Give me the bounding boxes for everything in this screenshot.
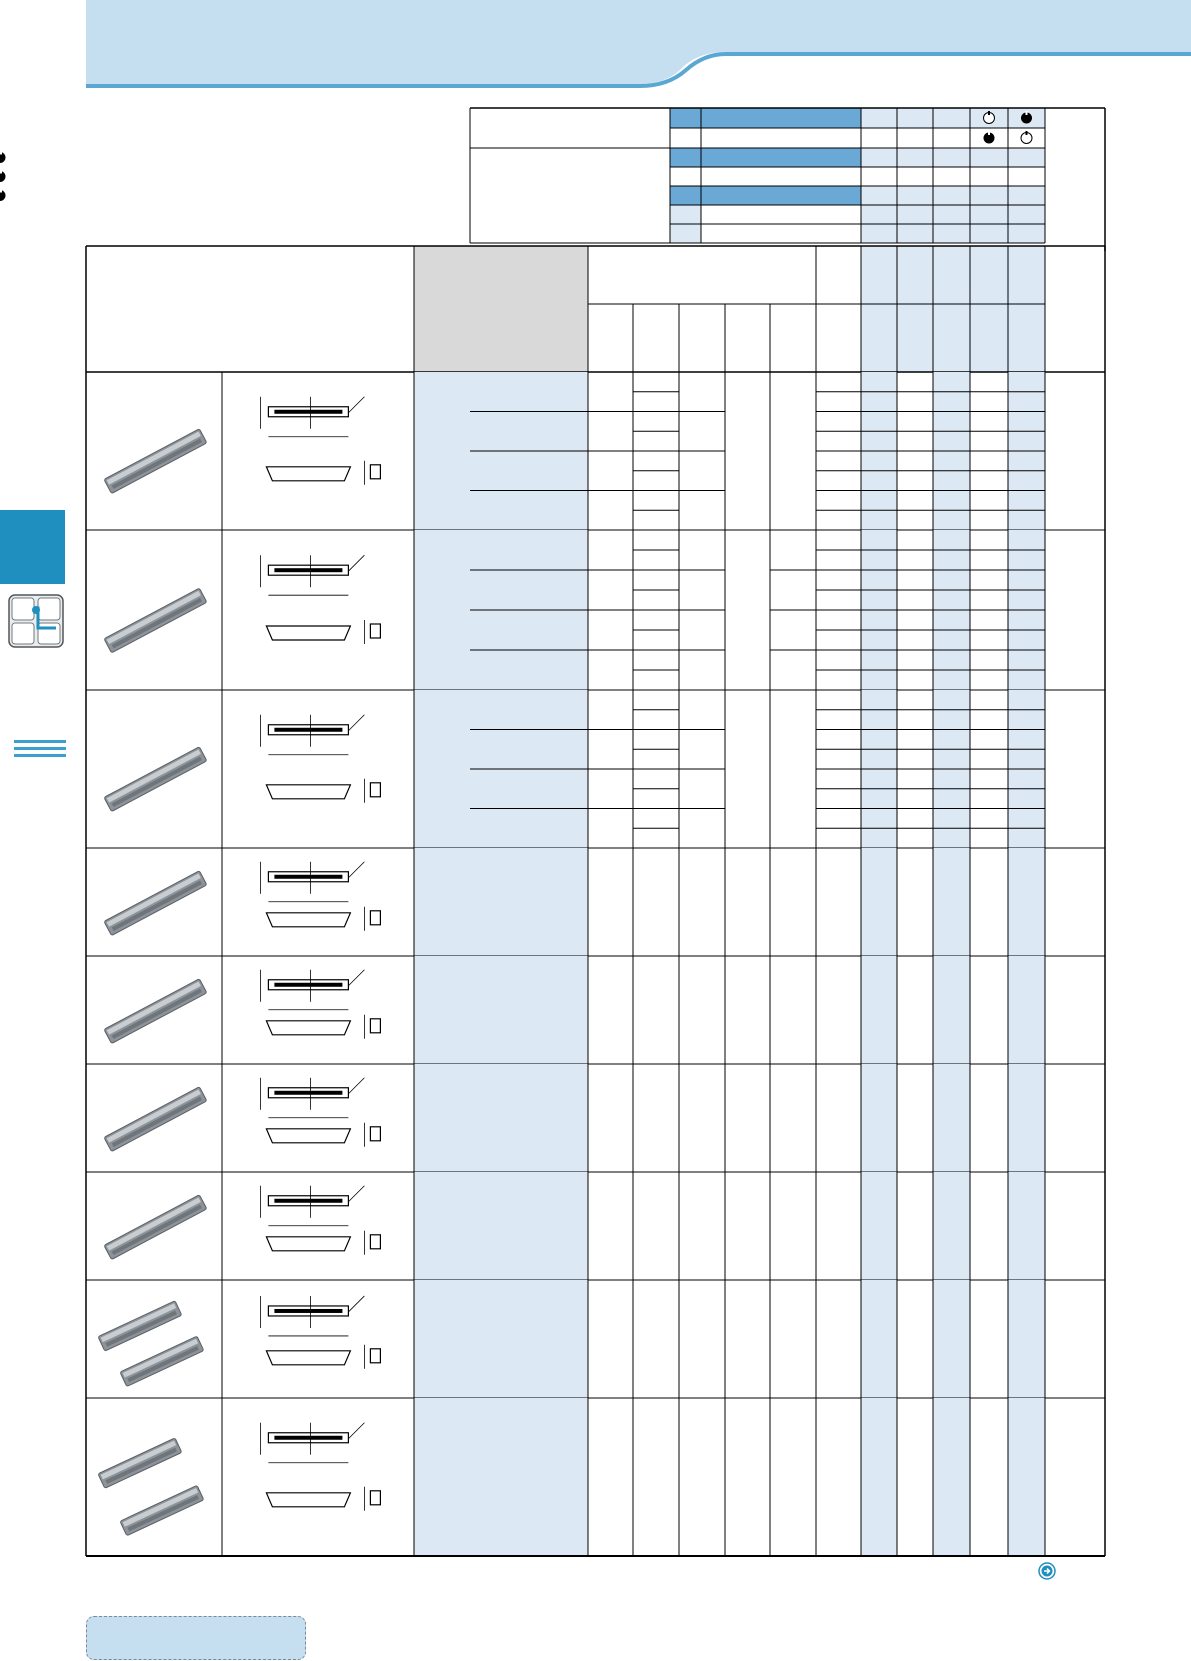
drawing-end-view [370,783,380,797]
drawing-side-view [266,1021,350,1035]
leader-line [348,1296,364,1312]
insert-highlight [107,1089,201,1142]
ring-half-icon [988,111,990,115]
insert-drawing-icon [260,970,380,1039]
grade-cell [861,956,897,1064]
grade-cell [861,1064,897,1172]
legend-swatch [670,148,701,167]
insert-body [98,1301,182,1351]
drawing-top-view [274,568,342,572]
insert-icon [104,871,207,936]
grade-cell [861,1280,897,1398]
drawing-end-view [370,1235,380,1249]
insert-icon [104,429,207,494]
legend-bar [701,108,861,128]
legend-grade-cell [933,108,970,128]
drawing-top-view [274,1436,342,1440]
insert-shadow [112,439,202,489]
insert-highlight [107,981,201,1034]
spec-cell [414,1398,588,1556]
leader-line [348,862,364,878]
insert-body [104,429,207,494]
legend-swatch [670,108,701,128]
insert-icon [104,747,207,812]
insert-highlight [107,749,201,802]
insert-highlight [107,431,201,484]
leader-line [348,555,364,571]
insert-body [104,747,207,812]
grade-cell [933,1398,970,1556]
filled-half-icon [0,189,2,193]
header-cell [414,246,588,372]
insert-drawing-icon [260,715,380,803]
drawing-end-view [370,1019,380,1033]
grade-cell [1008,848,1045,956]
drawing-top-view [274,1199,342,1203]
leader-line [348,397,364,413]
leader-line [348,715,364,731]
drawing-side-view [266,626,350,640]
insert-drawing-icon [260,555,380,644]
header-grade-cell [933,246,970,372]
insert-shadow [112,757,202,807]
legend-grade-cell [1008,186,1045,205]
grade-cell [1008,1172,1045,1280]
insert-shadow [112,881,202,931]
filled-half-icon [1026,111,1028,115]
legend-grade-cell [861,205,897,224]
grade-cell [1008,1398,1045,1556]
filled-half-icon [988,131,990,135]
insert-drawing-icon [260,397,380,485]
grade-cell [861,1172,897,1280]
legend-grade-cell [933,186,970,205]
legend-grade-cell [861,186,897,205]
insert-shadow [112,989,202,1039]
grade-cell [861,848,897,956]
drawing-end-view [370,1349,380,1363]
legend-bar [701,186,861,205]
insert-body [120,1336,204,1386]
insert-body [98,1438,182,1488]
footer-note-box [86,1616,306,1660]
header-grade-cell [1008,246,1045,372]
legend-grade-cell [1008,148,1045,167]
drawing-end-view [370,1491,380,1505]
legend-grade-cell [970,224,1008,243]
insert-drawing-icon [260,1423,380,1511]
grade-cell [933,1172,970,1280]
legend-grade-cell [897,224,933,243]
grade-cell [861,1398,897,1556]
insert-icon [104,1195,207,1260]
insert-shadow [112,598,202,648]
legend-grade-cell [861,108,897,128]
legend-grade-cell [933,224,970,243]
legend-grade-cell [970,205,1008,224]
grade-cell [933,1064,970,1172]
drawing-side-view [266,913,350,927]
leader-line [348,970,364,986]
legend-grade-cell [933,148,970,167]
insert-body [104,979,207,1044]
insert-icon [98,1301,204,1387]
drawing-side-view [266,1237,350,1251]
leader-line [348,1078,364,1094]
leader-line [348,1186,364,1202]
spec-cell [414,1280,588,1398]
insert-highlight [107,873,201,926]
legend-grade-cell [897,148,933,167]
grade-cell [933,1280,970,1398]
insert-icon [98,1438,204,1536]
insert-drawing-icon [260,1296,380,1369]
grade-cell [933,848,970,956]
legend-grade-cell [1008,205,1045,224]
legend-grade-cell [970,186,1008,205]
legend-grade-cell [861,224,897,243]
grade-cell [1008,1280,1045,1398]
insert-shadow [112,1205,202,1255]
legend-grade-cell [970,148,1008,167]
legend-bar [701,148,861,167]
spec-cell [414,1172,588,1280]
ring-half-icon [1026,131,1028,135]
drawing-top-view [274,875,342,879]
drawing-side-view [266,1129,350,1143]
insert-drawing-icon [260,1078,380,1147]
insert-highlight [107,591,201,644]
drawing-top-view [274,410,342,414]
legend-grade-cell [933,205,970,224]
insert-highlight [107,1197,201,1250]
drawing-top-view [274,983,342,987]
drawing-side-view [266,785,350,799]
insert-drawing-icon [260,1186,380,1255]
spec-cell [414,956,588,1064]
insert-body [104,871,207,936]
drawing-top-view [274,1091,342,1095]
insert-body [104,588,207,653]
insert-shadow [112,1097,202,1147]
drawing-end-view [370,624,380,638]
arrow-right-circle-icon[interactable] [1038,1562,1056,1580]
legend-grade-cell [897,186,933,205]
legend-grade-cell [897,108,933,128]
grade-cell [933,956,970,1064]
grade-cell [1008,956,1045,1064]
filled-half-icon [0,151,2,155]
drawing-end-view [370,911,380,925]
insert-body [104,1195,207,1260]
insert-body [104,1087,207,1152]
legend-grade-cell [897,205,933,224]
insert-body [120,1485,204,1535]
drawing-top-view [274,728,342,732]
header-grade-cell [861,246,897,372]
filled-half-icon [0,170,2,174]
spec-cell [414,1064,588,1172]
legend-grade-cell [1008,224,1045,243]
legend-swatch [670,186,701,205]
drawing-top-view [274,1309,342,1313]
drawing-side-view [266,1493,350,1507]
leader-line [348,1423,364,1439]
grade-cell [1008,1064,1045,1172]
insert-icon [104,1087,207,1152]
header-grade-cell [897,246,933,372]
insert-drawing-icon [260,862,380,931]
insert-icon [104,979,207,1044]
drawing-side-view [266,467,350,481]
spec-cell [414,848,588,956]
header-grade-cell [970,246,1008,372]
drawing-end-view [370,465,380,479]
drawing-end-view [370,1127,380,1141]
insert-icon [104,588,207,653]
legend-grade-cell [861,148,897,167]
drawing-side-view [266,1351,350,1365]
